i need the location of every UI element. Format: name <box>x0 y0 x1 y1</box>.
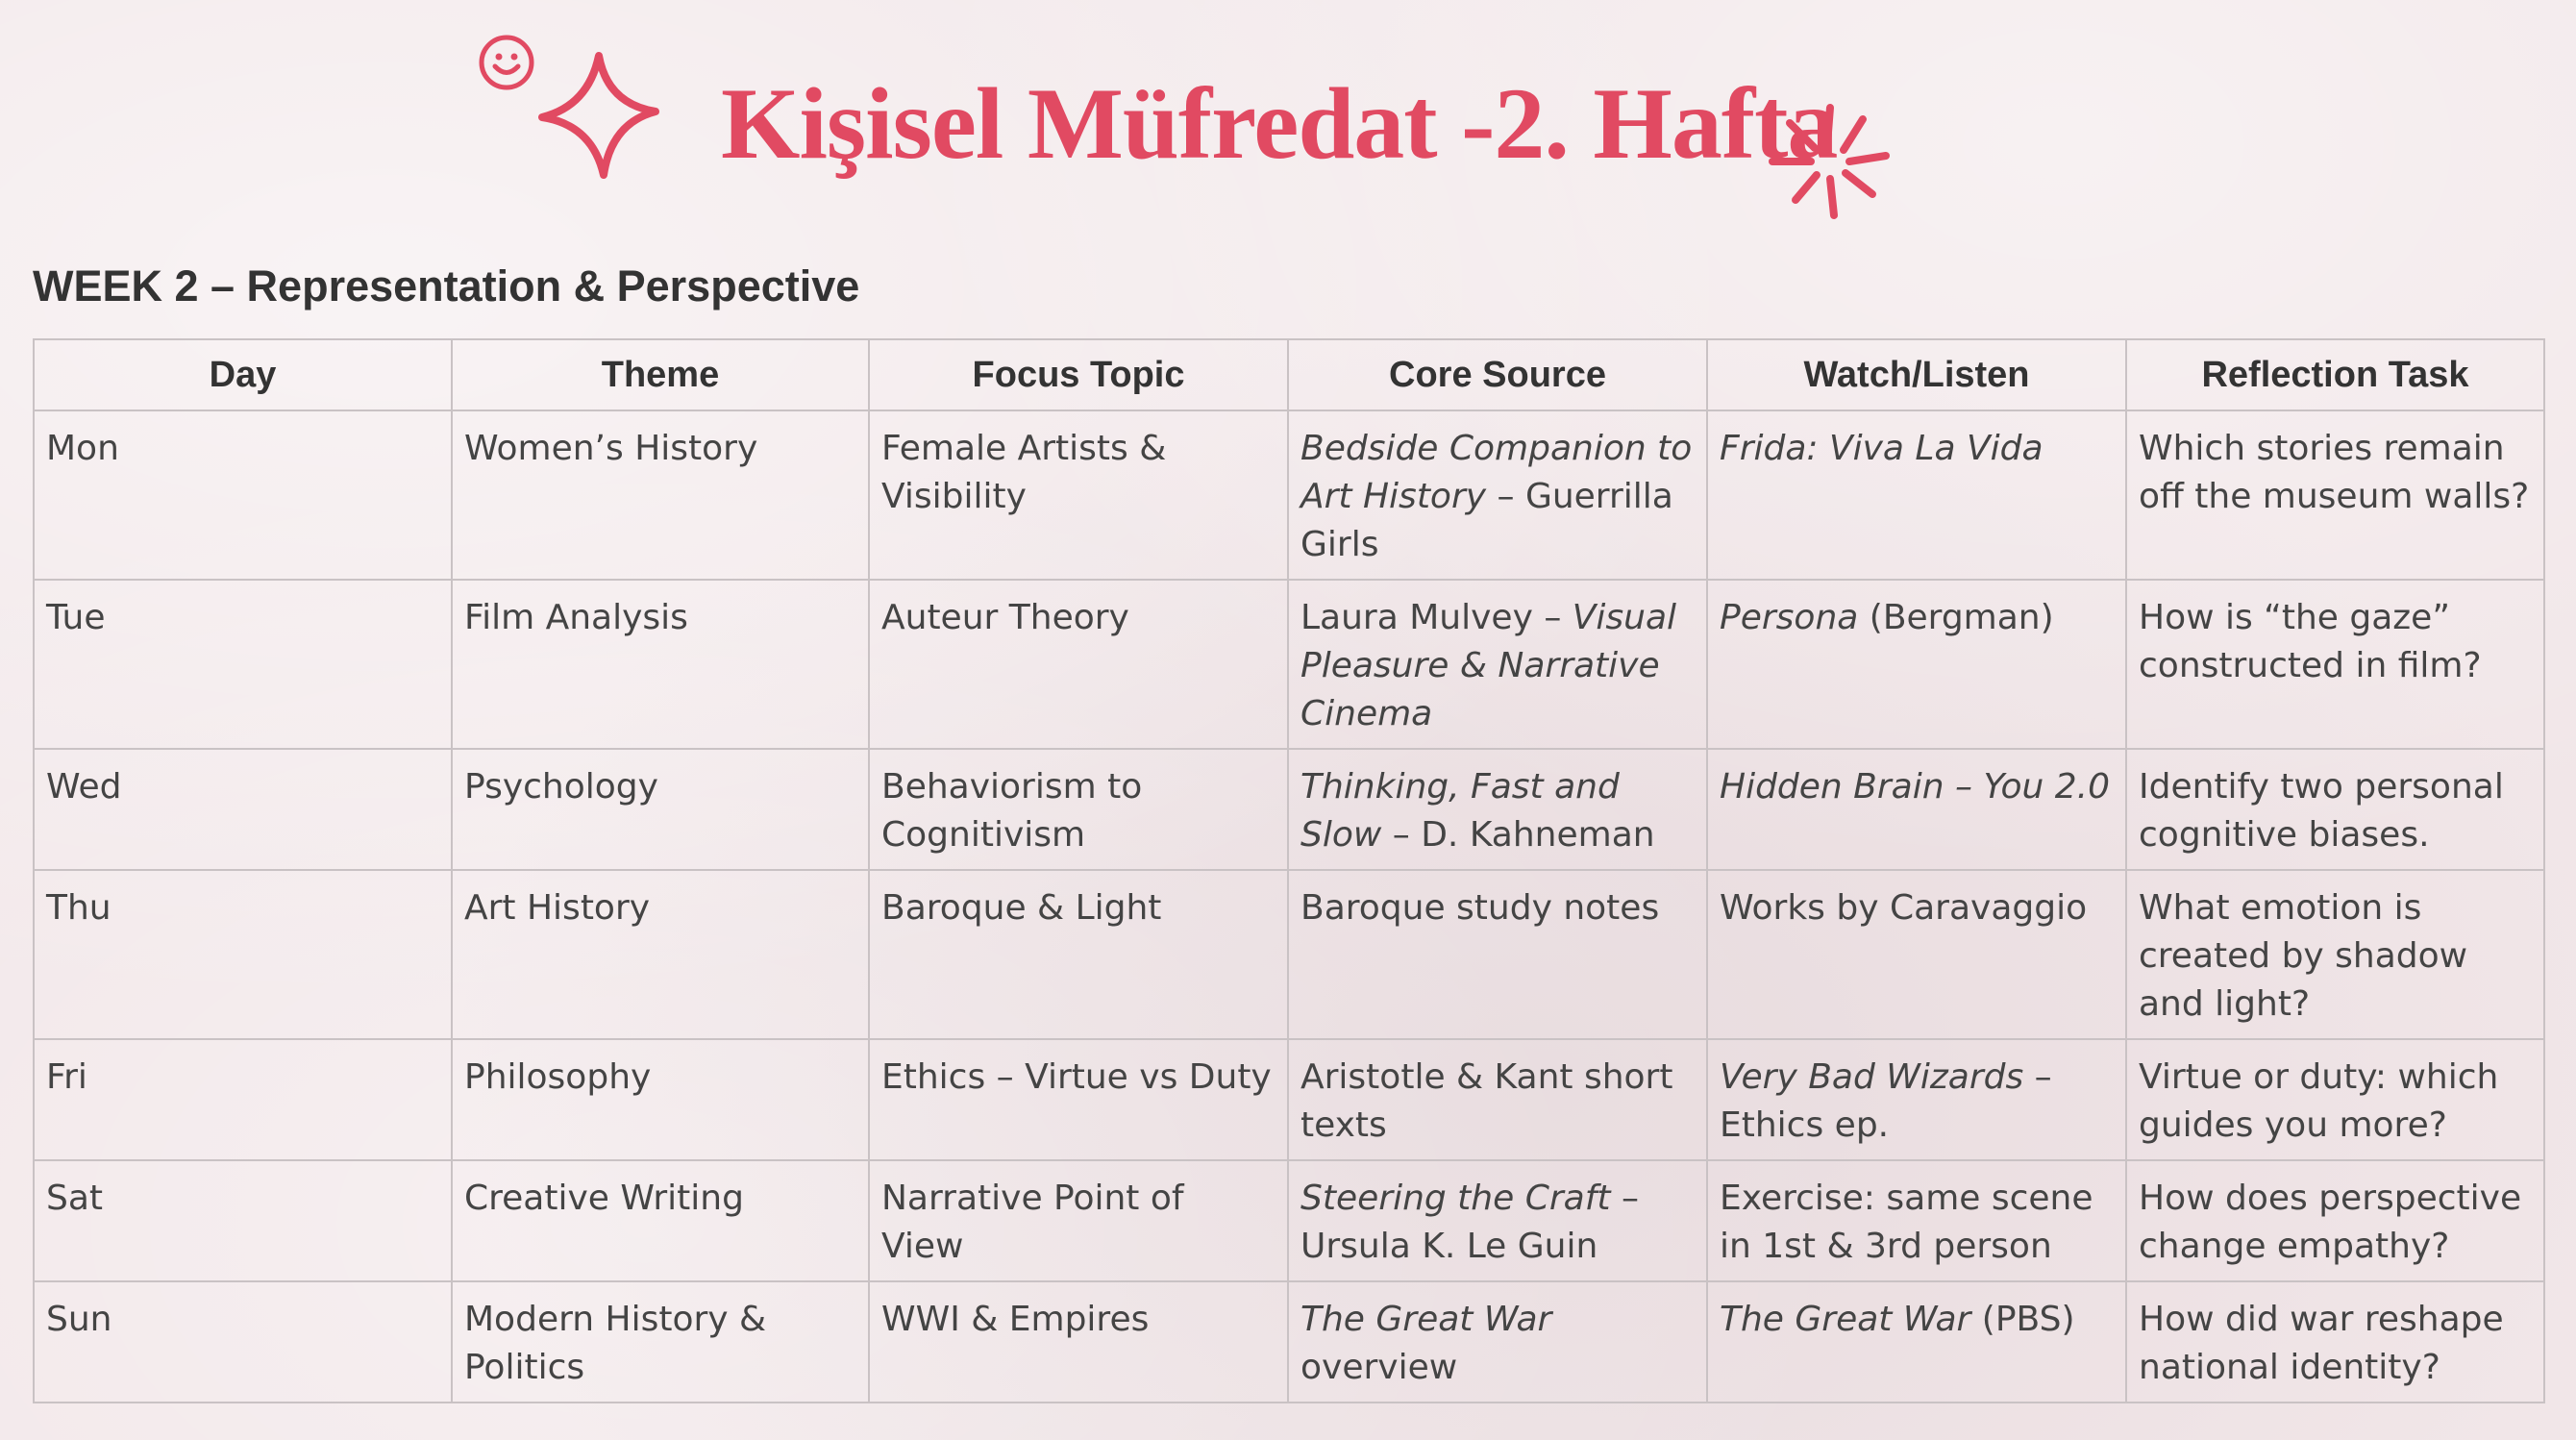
theme-cell: Women’s History <box>452 410 869 580</box>
day-cell: Wed <box>34 749 452 870</box>
source-cell <box>1288 580 1707 749</box>
table-row <box>34 749 2544 870</box>
curriculum-table <box>33 338 2545 1403</box>
theme-cell: Modern History & Politics <box>452 1281 869 1403</box>
column-header-focus-topic: Focus Topic <box>869 339 1288 410</box>
day-cell: Tue <box>34 580 452 749</box>
focus-cell: Female Artists & Visibility <box>869 410 1288 580</box>
source-detail: overview <box>1300 1348 1458 1387</box>
watch-detail: (PBS) <box>1970 1300 2075 1339</box>
theme-cell: Film Analysis <box>452 580 869 749</box>
column-header-theme: Theme <box>452 339 869 410</box>
day-cell: Sat <box>34 1160 452 1281</box>
watch-cell <box>1707 749 2126 870</box>
theme-cell: Creative Writing <box>452 1160 869 1281</box>
table-header-row <box>34 339 2544 410</box>
day-cell: Fri <box>34 1039 452 1160</box>
source-cell <box>1288 410 1707 580</box>
focus-cell: Behaviorism to Cognitivism <box>869 749 1288 870</box>
table-row <box>34 580 2544 749</box>
focus-cell: Baroque & Light <box>869 870 1288 1039</box>
source-cell <box>1288 1281 1707 1403</box>
source-detail: – D. Kahneman <box>1381 815 1655 855</box>
table-row <box>34 1160 2544 1281</box>
smiley-icon <box>477 33 536 92</box>
day-cell: Sun <box>34 1281 452 1403</box>
watch-detail: (Bergman) <box>1858 598 2054 637</box>
reflection-cell: How is “the gaze” constructed in film? <box>2126 580 2544 749</box>
watch-title: Very Bad Wizards <box>1720 1057 2024 1097</box>
focus-cell: WWI & Empires <box>869 1281 1288 1403</box>
source-title: Bedside Companion to Art History <box>1300 429 1693 516</box>
watch-cell <box>1707 410 2126 580</box>
reflection-cell: How did war reshape national identity? <box>2126 1281 2544 1403</box>
watch-detail: – Ethics ep. <box>1720 1057 2052 1145</box>
table-row <box>34 1281 2544 1403</box>
reflection-cell: Virtue or duty: which guides you more? <box>2126 1039 2544 1160</box>
reflection-cell: Identify two personal cognitive biases. <box>2126 749 2544 870</box>
source-detail: – Ursula K. Le Guin <box>1300 1179 1639 1266</box>
source-title: Visual Pleasure & Narrative Cinema <box>1300 598 1677 733</box>
source-detail: Laura Mulvey – <box>1300 598 1573 637</box>
watch-title: The Great War <box>1720 1300 1971 1339</box>
focus-cell: Narrative Point of View <box>869 1160 1288 1281</box>
column-header-reflection-task: Reflection Task <box>2126 339 2544 410</box>
source-cell <box>1288 1160 1707 1281</box>
source-title: Steering the Craft <box>1300 1179 1611 1218</box>
focus-cell: Ethics – Virtue vs Duty <box>869 1039 1288 1160</box>
watch-title: Persona <box>1720 598 1859 637</box>
watch-cell <box>1707 1039 2126 1160</box>
reflection-cell: How does perspective change empathy? <box>2126 1160 2544 1281</box>
source-cell <box>1288 749 1707 870</box>
column-header-core-source: Core Source <box>1288 339 1707 410</box>
theme-cell: Art History <box>452 870 869 1039</box>
sparkle-star-icon <box>534 48 663 183</box>
theme-cell: Philosophy <box>452 1039 869 1160</box>
source-title: Thinking, Fast and Slow <box>1300 767 1620 855</box>
page-title: Kişisel Müfredat -2. Hafta <box>721 67 1838 180</box>
watch-title: Hidden Brain – You 2.0 <box>1720 767 2111 807</box>
watch-cell: Exercise: same scene in 1st & 3rd person <box>1707 1160 2126 1281</box>
week-subtitle: WEEK 2 – Representation & Perspective <box>33 261 860 310</box>
table-row <box>34 410 2544 580</box>
watch-title: Frida: Viva La Vida <box>1720 429 2043 468</box>
source-cell: Aristotle & Kant short texts <box>1288 1039 1707 1160</box>
theme-cell: Psychology <box>452 749 869 870</box>
table-row <box>34 870 2544 1039</box>
column-header-day: Day <box>34 339 452 410</box>
watch-cell: Works by Caravaggio <box>1707 870 2126 1039</box>
day-cell: Mon <box>34 410 452 580</box>
column-header-watch-listen: Watch/Listen <box>1707 339 2126 410</box>
source-detail: – Guerrilla Girls <box>1300 477 1673 564</box>
watch-cell <box>1707 580 2126 749</box>
source-title: The Great War <box>1300 1300 1552 1339</box>
reflection-cell: What emotion is created by shadow and light? <box>2126 870 2544 1039</box>
reflection-cell: Which stories remain off the museum walls? <box>2126 410 2544 580</box>
day-cell: Thu <box>34 870 452 1039</box>
source-cell: Baroque study notes <box>1288 870 1707 1039</box>
focus-cell: Auteur Theory <box>869 580 1288 749</box>
watch-cell <box>1707 1281 2126 1403</box>
table-row <box>34 1039 2544 1160</box>
